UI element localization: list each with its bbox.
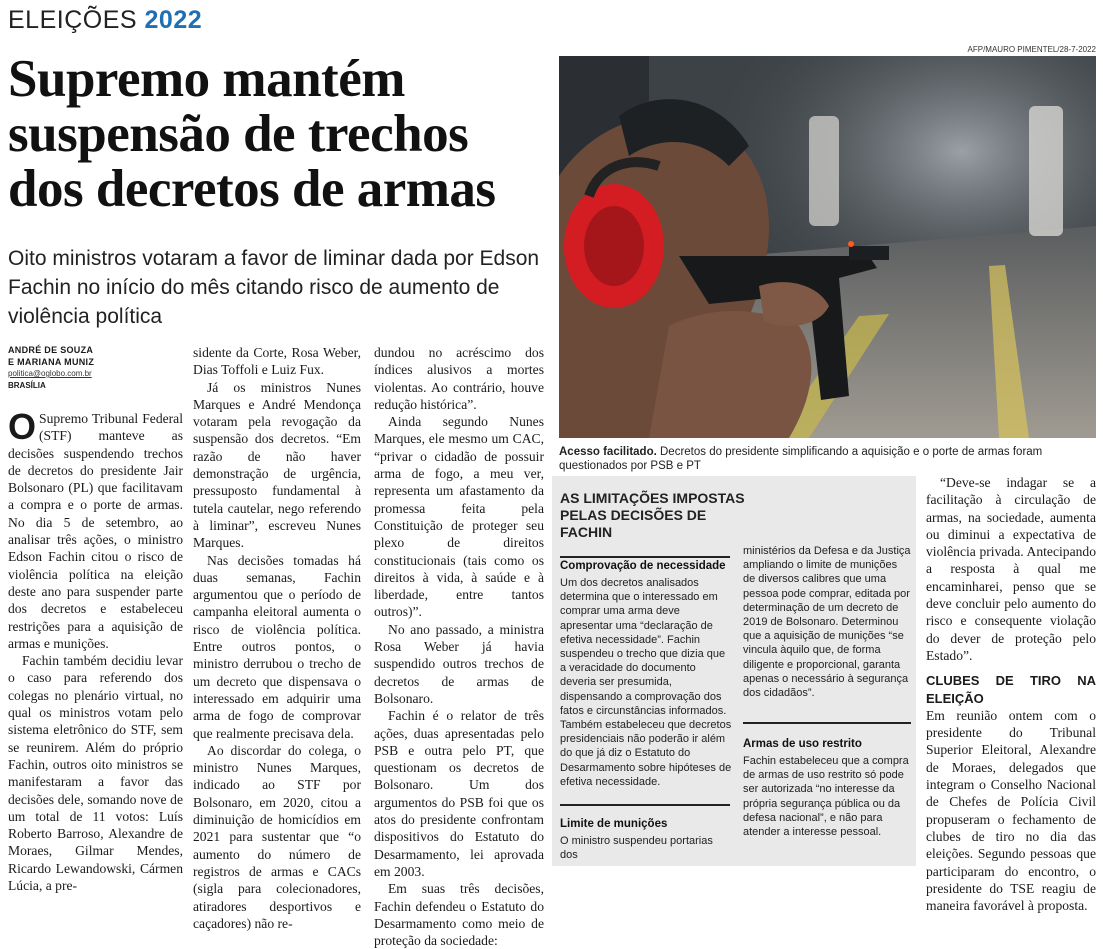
paragraph: Fachin é o relator de três ações, duas apresentadas pelo PSB e outra pelo PT, que questionam os decretos de Bolsonaro. Um dos argumentos do PSB foi que os atos do presidente confrontam dispositivos do Estatuto do Desarmamento, lei aprovada em 2003. <box>374 708 544 879</box>
paragraph: dundou no acréscimo dos índices alusivos a mortes violentas. Ao contrário, houve redução histórica”. <box>374 345 544 412</box>
shooting-range-photo <box>559 56 1096 438</box>
article-column-2 <box>193 344 361 932</box>
box-section-text: O ministro suspendeu portarias dos <box>560 835 713 862</box>
paragraph: sidente da Corte, Rosa Weber, Dias Toffoli e Luiz Fux. <box>193 345 361 378</box>
section-year: 2022 <box>144 6 203 34</box>
article-column-3 <box>374 344 544 949</box>
article-photo <box>559 56 1096 438</box>
paragraph: Nas decisões tomadas há duas semanas, Fachin argumentou que o período de campanha eleitoral aumenta o risco de violência política. Entre outros pontos, o ministro derrubou o trecho de um decreto que dispensava o interessado em adquirir uma arma de fogo de comprovar que realmente precisava dela. <box>193 552 361 741</box>
box-section-text: Fachin estabeleceu que a compra de armas de uso restrito só pode ser autorizada “no interesse da própria segurança pública ou da defesa nacional”, e não para atender a interesse pessoal. <box>743 755 909 839</box>
paragraph: O Supremo Tribunal Federal (STF) manteve as decisões suspendendo trechos de decretos do presidente Jair Bolsonaro (PL) que facilitavam a compra e o porte de armas. No dia 5 de setembro, ao analisar três ações, o ministro Edson Fachin citou o risco de violência política na eleição deste ano para suspender parte dos decretos e estabeleceu restrições para a aquisição de armas e munições. <box>8 406 183 651</box>
paragraph: “Deve-se indagar se a facilitação à circulação de armas, na sociedade, aumenta ou diminui a expectativa de violência privada. Antecipando a resposta à qual me encaminharei, penso que se deve concluir pelo aumento do risco e consequente violação do dever de proteção pelo Estado”. <box>926 475 1096 663</box>
article-column-6 <box>926 474 1096 914</box>
subheadline: Oito ministros votaram a favor de liminar dada por Edson Fachin no início do mês citando risco de aumento de violência política <box>8 247 540 328</box>
headline-line: Supremo mantém <box>8 50 405 108</box>
box-section-title: Comprovação de necessidade <box>560 560 726 572</box>
headline-line: suspensão de trechos <box>8 105 469 163</box>
section-subtitle: CLUBES DE TIRO NA ELEIÇÃO <box>926 673 1096 706</box>
paragraph: No ano passado, a ministra Rosa Weber já havia suspendido outros trechos de decretos de armas de Bolsonaro. <box>374 621 544 706</box>
section-kicker <box>8 6 202 35</box>
paragraph: Fachin também decidiu levar o caso para referendo dos colegas no plenário virtual, no qual os ministros votam pelo sistema eletrônico do STF, sem se reunirem. Além do próprio Fachin, outros oito ministros se manifestaram a favor das decisões dele, somando nove de um total de 11 votos: Luís Roberto Barroso, Alexandre de Moraes, Gilmar Mendes, Ricardo Lewandowski, Cármen Lúcia, a pre- <box>8 653 183 894</box>
author-1: ANDRÉ DE SOUZA <box>8 345 94 355</box>
author-2: E MARIANA MUNIZ <box>8 357 95 367</box>
info-box-title: AS LIMITAÇÕES IMPOSTAS PELAS DECISÕES DE FACHIN <box>560 490 745 540</box>
dateline-city: BRASÍLIA <box>8 381 46 390</box>
photo-credit: AFP/MAURO PIMENTEL/28-7-2022 <box>967 45 1096 54</box>
drop-cap: O <box>8 406 37 447</box>
box-section-title: Armas de uso restrito <box>743 738 862 750</box>
divider <box>560 556 730 558</box>
box-section-title: Limite de munições <box>560 818 668 830</box>
headline <box>8 52 548 217</box>
box-section-text: ministérios da Defesa e da Justiça ampliando o limite de munições de diversos calibres que uma pessoa pode comprar, editada por determinação de um decreto de 2019 de Bolsonaro. Determinou que a aquisição de munições “se vincula àquilo que, de forma diligente e proporcional, garanta apenas o necessário à segurança dos cidadãos”. <box>743 545 911 700</box>
box-section-text: Um dos decretos analisados determina que o interessado em comprar uma arma deve apresentar uma “declaração de efetiva necessidade”. Fachin suspendeu o trecho que dizia que a veracidade do documento deveria ser presumida, dispensando a comprovação dos fatos e circunstâncias informados. Também estabeleceu que decretos presidenciais não poderão ir além do que já diz o Estatuto do Desarmamento sobre hipóteses de efetiva necessidade. <box>560 577 732 788</box>
paragraph: Ao discordar do colega, o ministro Nunes Marques, indicado ao STF por Bolsonaro, em 2020, citou a diminuição de homicídios em 2021 para sustentar que “o aumento do número de registros de armas e CACs (sigla para colecionadores, atiradores desportivos e caçadores) não re- <box>193 742 361 931</box>
author-email[interactable]: politica@oglobo.com.br <box>8 369 92 378</box>
headline-line: dos decretos de armas <box>8 160 496 218</box>
paragraph: Em reunião ontem com o presidente do Tribunal Superior Eleitoral, Alexandre de Moraes, delegados que integram o Conselho Nacional de Chefes de Polícia Civil propuseram o fechamento de clubes de tiro no dia das eleições. Segundo pessoas que participaram do encontro, o presidente do TSE reagiu de maneira favorável à proposta. <box>926 707 1096 914</box>
section-label: ELEIÇÕES <box>8 6 138 34</box>
paragraph: Ainda segundo Nunes Marques, ele mesmo um CAC, “privar o cidadão de possuir arma de fogo, a meu ver, representa um afastamento da promessa feita pela Constituição de proteger seu plexo de direitos constitucionais (tais como os direitos à vida, à saúde e à liberdade, entre tantos outros)”. <box>374 414 544 620</box>
divider <box>743 722 911 724</box>
photo-caption <box>559 445 1099 473</box>
paragraph: Em suas três decisões, Fachin defendeu o Estatuto do Desarmamento como meio de proteção da sociedade: <box>374 881 544 949</box>
paragraph: Já os ministros Nunes Marques e André Mendonça votaram pela revogação da suspensão dos decretos. “Em razão de não haver demonstração de urgência, pressuposto fundamental à tutela cautelar, nego referendo à liminar”, escreveu Nunes Marques. <box>193 379 361 551</box>
article-column-1 <box>8 406 183 894</box>
divider <box>560 804 730 806</box>
caption-text: Decretos do presidente simplificando a aquisição e o porte de armas foram questionados por PSB e PT <box>559 446 1043 472</box>
byline <box>8 344 188 392</box>
caption-lead: Acesso facilitado. <box>559 446 657 458</box>
